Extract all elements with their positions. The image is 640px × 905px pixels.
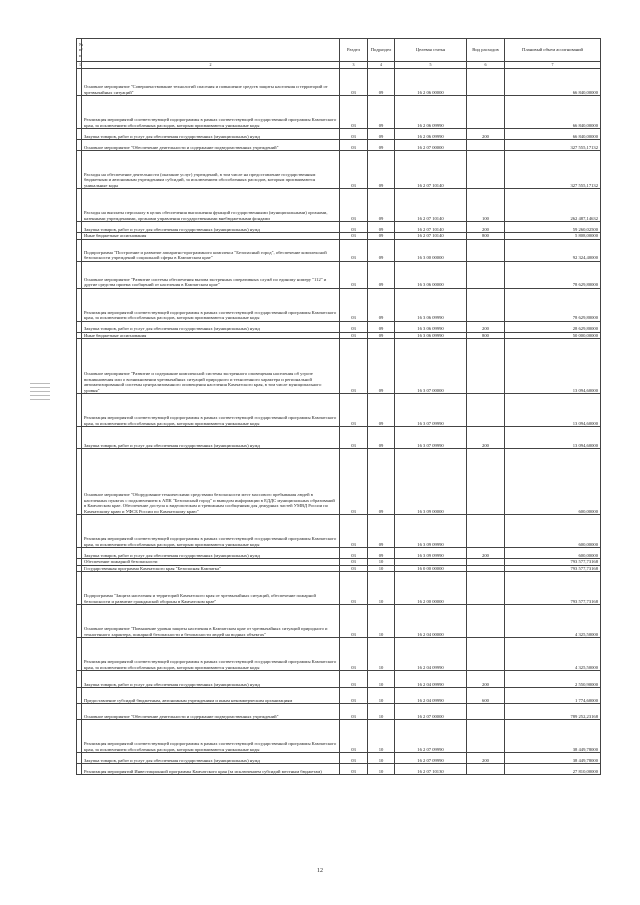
table-body	[77, 69, 601, 775]
col-header-subsection: Подраздел	[368, 39, 395, 62]
row-amount-cell: 66 840,00000	[505, 129, 601, 140]
row-expense-type-cell	[467, 69, 505, 96]
row-amount-cell: 262 487,14632	[505, 189, 601, 222]
budget-table	[76, 38, 601, 775]
row-expense-type-cell	[467, 151, 505, 189]
row-expense-type-cell	[467, 261, 505, 288]
row-target-article-cell: 16 2 07 09990	[395, 753, 467, 764]
row-section-cell: 03	[340, 605, 368, 638]
col-header-number: № п/п	[77, 39, 82, 62]
row-target-article-cell: 16 2 06 09990	[395, 96, 467, 129]
row-name-cell: Реализация мероприятий соответствующей подпрограммы в рамках соответствующей государственной программы Камчатского края, за исключением обособленных расходов, которым присваиваются уникальные коды	[82, 515, 340, 548]
row-name-cell: Основное мероприятие "Оборудование техническими средствами безопасности мест массового пребывания людей в населенных пунктах с подключением к АПК "Безопасный город" и выводом информации в ЕДДС муниципальных образований в Камчатском крае. Обеспечение доступа к видеопотокам и тревожным сообщениям для дежурных частей УМВД России по Камчатскому краю и УФСБ России по Камчатскому краю"	[82, 449, 340, 515]
row-target-article-cell: 16 3 09 00000	[395, 449, 467, 515]
row-name-cell: Реализация мероприятий соответствующей подпрограммы в рамках соответствующей государственной программы Камчатского края, за исключением обособленных расходов, которым присваиваются уникальные коды	[82, 720, 340, 753]
row-section-cell: 03	[340, 129, 368, 140]
row-name-cell: Основное мероприятие "Повышение уровня защиты населения в Камчатском крае от чрезвычайных ситуаций природного и техногенного характера, пожарной безопасности и безопасности людей на водных объектах"	[82, 605, 340, 638]
row-amount-cell: 66 840,00000	[505, 96, 601, 129]
row-subsection-cell: 10	[368, 605, 395, 638]
row-name-cell: Иные бюджетные ассигнования	[82, 233, 340, 240]
row-section-cell: 03	[340, 671, 368, 688]
row-section-cell: 03	[340, 427, 368, 449]
row-target-article-cell: 16 2 07 10140	[395, 151, 467, 189]
col-header-amount: Плановый объем ассигнований	[505, 39, 601, 62]
row-target-article-cell: 16 2 07 10130	[395, 764, 467, 775]
row-section-cell: 03	[340, 515, 368, 548]
row-subsection-cell: 09	[368, 548, 395, 559]
header-row	[77, 39, 601, 62]
row-target-article-cell: 16 2 07 10140	[395, 222, 467, 233]
row-section-cell: 03	[340, 449, 368, 515]
row-section-cell: 03	[340, 704, 368, 720]
table-row	[77, 449, 601, 515]
table-row	[77, 222, 601, 233]
row-amount-cell: 600,00000	[505, 515, 601, 548]
row-amount-cell: 4 325,50000	[505, 605, 601, 638]
row-section-cell: 03	[340, 233, 368, 240]
table-row	[77, 129, 601, 140]
row-expense-type-cell: 200	[467, 671, 505, 688]
row-target-article-cell: 16 2 06 09990	[395, 129, 467, 140]
row-name-cell: Иные бюджетные ассигнования	[82, 332, 340, 339]
row-amount-cell: 793 577,73168	[505, 559, 601, 566]
col-number: 7	[505, 62, 601, 69]
row-name-cell: Подпрограмма "Защита населения и территорий Камчатского края от чрезвычайных ситуаций, обеспечение пожарной безопасности и развитие гражданской обороны в Камчатском крае"	[82, 572, 340, 605]
row-name-cell: Основное мероприятие "Развитие системы обеспечения вызова экстренных оперативных служб по единому номеру "112" и другие средства приема сообщений от населения в Камчатском крае"	[82, 261, 340, 288]
row-amount-cell: 327 555,17132	[505, 151, 601, 189]
row-name-cell: Основное мероприятие "Совершенствование технологий спасения и повышение средств защиты населения и территорий от чрезвычайных ситуаций"	[82, 69, 340, 96]
row-subsection-cell: 09	[368, 233, 395, 240]
row-expense-type-cell	[467, 764, 505, 775]
row-subsection-cell: 09	[368, 449, 395, 515]
row-subsection-cell: 10	[368, 572, 395, 605]
row-subsection-cell: 09	[368, 332, 395, 339]
row-subsection-cell: 10	[368, 688, 395, 704]
row-name-cell: Реализация мероприятий соответствующей подпрограммы в рамках соответствующей государственной программы Камчатского края, за исключением обособленных расходов, которым присваиваются уникальные коды	[82, 96, 340, 129]
row-subsection-cell: 09	[368, 288, 395, 321]
table-row	[77, 572, 601, 605]
row-subsection-cell: 09	[368, 427, 395, 449]
row-subsection-cell: 09	[368, 129, 395, 140]
col-number: 6	[467, 62, 505, 69]
table-row	[77, 764, 601, 775]
column-number-row	[77, 62, 601, 69]
table-row	[77, 339, 601, 394]
row-expense-type-cell	[467, 704, 505, 720]
table-row	[77, 548, 601, 559]
row-target-article-cell: 16 0 00 00000	[395, 565, 467, 572]
row-target-article-cell: 16 3 07 00000	[395, 339, 467, 394]
row-section-cell: 03	[340, 189, 368, 222]
row-amount-cell: 1 774,60000	[505, 688, 601, 704]
row-expense-type-cell	[467, 638, 505, 671]
row-section-cell: 03	[340, 239, 368, 261]
row-name-cell: Реализация мероприятий соответствующей подпрограммы в рамках соответствующей государственной программы Камчатского края, за исключением обособленных расходов, которым присваиваются уникальные коды	[82, 394, 340, 427]
row-target-article-cell: 16 3 06 09990	[395, 288, 467, 321]
row-amount-cell: 38 449,78000	[505, 753, 601, 764]
table-row	[77, 288, 601, 321]
row-amount-cell: 27 810,00000	[505, 764, 601, 775]
row-expense-type-cell	[467, 515, 505, 548]
table-row	[77, 189, 601, 222]
row-amount-cell: 793 577,73168	[505, 565, 601, 572]
row-target-article-cell: 16 3 09 09990	[395, 548, 467, 559]
table-row	[77, 515, 601, 548]
row-section-cell: 03	[340, 96, 368, 129]
row-amount-cell: 66 840,00000	[505, 69, 601, 96]
row-amount-cell: 5 808,00000	[505, 233, 601, 240]
row-target-article-cell: 16 2 04 09990	[395, 688, 467, 704]
row-expense-type-cell: 200	[467, 222, 505, 233]
row-subsection-cell: 09	[368, 151, 395, 189]
row-amount-cell: 59 260,02500	[505, 222, 601, 233]
row-name-cell: Закупка товаров, работ и услуг для обеспечения государственных (муниципальных) нужд	[82, 427, 340, 449]
table-row	[77, 638, 601, 671]
table-row	[77, 261, 601, 288]
table-row	[77, 321, 601, 332]
row-expense-type-cell: 200	[467, 427, 505, 449]
row-name-cell: Подпрограмма "Построение и развитие аппаратно-программного комплекса "Безопасный город", обеспечение комплексной безопасности учреждений социальной сферы в Камчатском крае"	[82, 239, 340, 261]
row-expense-type-cell	[467, 339, 505, 394]
row-expense-type-cell	[467, 96, 505, 129]
row-name-cell: Расходы на выплаты персоналу в целях обеспечения выполнения функций государственными (муниципальными) органами, казенными учреждениями, органами управления государственными внебюджетными фондами	[82, 189, 340, 222]
row-expense-type-cell: 600	[467, 688, 505, 704]
row-amount-cell: 600,00000	[505, 548, 601, 559]
row-section-cell: 03	[340, 332, 368, 339]
table-row	[77, 69, 601, 96]
row-amount-cell: 78 629,80000	[505, 261, 601, 288]
row-target-article-cell: 16 2 07 00000	[395, 704, 467, 720]
table-row	[77, 239, 601, 261]
row-subsection-cell: 09	[368, 515, 395, 548]
col-header-name	[82, 39, 340, 62]
row-expense-type-cell: 200	[467, 548, 505, 559]
table-row	[77, 427, 601, 449]
table-row	[77, 96, 601, 129]
row-amount-cell: 2 550,90000	[505, 671, 601, 688]
row-amount-cell: 78 629,80000	[505, 288, 601, 321]
row-section-cell: 03	[340, 261, 368, 288]
row-expense-type-cell	[467, 239, 505, 261]
row-amount-cell: 92 324,40000	[505, 239, 601, 261]
row-section-cell: 03	[340, 688, 368, 704]
table-row	[77, 151, 601, 189]
col-number: 4	[368, 62, 395, 69]
row-section-cell: 03	[340, 394, 368, 427]
table-row	[77, 605, 601, 638]
row-subsection-cell: 10	[368, 764, 395, 775]
row-expense-type-cell: 200	[467, 753, 505, 764]
row-subsection-cell: 09	[368, 321, 395, 332]
row-target-article-cell: 16 2 00 00000	[395, 572, 467, 605]
row-expense-type-cell	[467, 605, 505, 638]
row-expense-type-cell: 800	[467, 332, 505, 339]
col-number: 2	[82, 62, 340, 69]
row-expense-type-cell	[467, 288, 505, 321]
row-target-article-cell: 16 3 06 09990	[395, 332, 467, 339]
row-expense-type-cell	[467, 720, 505, 753]
row-subsection-cell: 10	[368, 704, 395, 720]
row-section-cell: 03	[340, 151, 368, 189]
row-target-article-cell: 16 3 06 09990	[395, 321, 467, 332]
row-section-cell: 03	[340, 753, 368, 764]
row-amount-cell: 327 555,17132	[505, 140, 601, 151]
row-name-cell: Расходы на обеспечение деятельности (оказание услуг) учреждений, в том числе на предоставление государственным бюджетным и автономным учреждениям субсидий, за исключением обособленных расходов, которым присваиваются уникальные коды	[82, 151, 340, 189]
row-amount-cell: 793 577,73168	[505, 572, 601, 605]
row-subsection-cell: 09	[368, 140, 395, 151]
row-target-article-cell: 16 2 04 00000	[395, 605, 467, 638]
col-number: 1	[77, 62, 82, 69]
table-row	[77, 394, 601, 427]
row-name-cell: Основное мероприятие "Обеспечение деятельности и содержание подведомственных учреждений"	[82, 140, 340, 151]
row-name-cell: Реализация мероприятий Инвестиционной программы Камчатского края (за исключением субсидий местным бюджетам)	[82, 764, 340, 775]
row-target-article-cell: 16 2 07 10140	[395, 233, 467, 240]
row-section-cell: 03	[340, 222, 368, 233]
row-section-cell: 03	[340, 720, 368, 753]
row-subsection-cell: 09	[368, 261, 395, 288]
row-subsection-cell: 10	[368, 720, 395, 753]
col-number: 3	[340, 62, 368, 69]
row-section-cell: 03	[340, 638, 368, 671]
row-amount-cell: 13 094,60000	[505, 394, 601, 427]
row-section-cell: 03	[340, 548, 368, 559]
row-name-cell: Закупка товаров, работ и услуг для обеспечения государственных (муниципальных) нужд	[82, 129, 340, 140]
row-target-article-cell: 16 3 09 09990	[395, 515, 467, 548]
row-subsection-cell: 10	[368, 565, 395, 572]
row-target-article-cell: 16 2 06 00000	[395, 69, 467, 96]
row-subsection-cell: 09	[368, 394, 395, 427]
row-name-cell: Закупка товаров, работ и услуг для обеспечения государственных (муниципальных) нужд	[82, 222, 340, 233]
row-target-article-cell: 16 2 07 00000	[395, 140, 467, 151]
row-subsection-cell: 09	[368, 96, 395, 129]
row-amount-cell: 13 094,60000	[505, 339, 601, 394]
col-header-section: Раздел	[340, 39, 368, 62]
row-expense-type-cell	[467, 140, 505, 151]
row-expense-type-cell	[467, 449, 505, 515]
row-subsection-cell: 09	[368, 189, 395, 222]
row-name-cell: Реализация мероприятий соответствующей подпрограммы в рамках соответствующей государственной программы Камчатского края, за исключением обособленных расходов, которым присваиваются уникальные коды	[82, 288, 340, 321]
row-section-cell: 03	[340, 764, 368, 775]
table-row	[77, 671, 601, 688]
row-amount-cell: 600,00000	[505, 449, 601, 515]
row-target-article-cell: 16 3 06 00000	[395, 261, 467, 288]
row-section-cell: 03	[340, 321, 368, 332]
row-subsection-cell: 10	[368, 753, 395, 764]
row-name-cell: Основное мероприятие "Развитие и содержание комплексной системы экстренного оповещения населения об угрозе возникновения или о возникновении чрезвычайных ситуаций природного и техногенного характера и региональной автоматизированной системы централизованного оповещения населения Камчатского края, в том числе муниципального уровня"	[82, 339, 340, 394]
row-target-article-cell: 16 3 07 09990	[395, 394, 467, 427]
row-expense-type-cell: 200	[467, 321, 505, 332]
col-number: 5	[395, 62, 467, 69]
row-expense-type-cell: 800	[467, 233, 505, 240]
row-target-article-cell: 16 3 00 00000	[395, 239, 467, 261]
margin-marks	[30, 380, 50, 420]
page-number: 12	[317, 868, 323, 874]
row-name-cell: Закупка товаров, работ и услуг для обеспечения государственных (муниципальных) нужд	[82, 548, 340, 559]
row-target-article-cell: 16 2 07 09990	[395, 720, 467, 753]
row-amount-cell: 13 094,60000	[505, 427, 601, 449]
row-expense-type-cell	[467, 394, 505, 427]
row-name-cell: Основное мероприятие "Обеспечение деятельности и содержание подведомственных учреждений"	[82, 704, 340, 720]
row-target-article-cell: 16 2 04 09990	[395, 638, 467, 671]
row-name-cell: Реализация мероприятий соответствующей подпрограммы в рамках соответствующей государственной программы Камчатского края, за исключением обособленных расходов, которым присваиваются уникальные коды	[82, 638, 340, 671]
row-amount-cell: 50 000,00000	[505, 332, 601, 339]
row-subsection-cell: 09	[368, 69, 395, 96]
row-target-article-cell: 16 2 07 10140	[395, 189, 467, 222]
row-expense-type-cell: 100	[467, 189, 505, 222]
row-amount-cell: 789 252,23168	[505, 704, 601, 720]
row-target-article-cell: 16 2 04 09990	[395, 671, 467, 688]
row-amount-cell: 38 449,78000	[505, 720, 601, 753]
table-row	[77, 140, 601, 151]
row-name-cell: Закупка товаров, работ и услуг для обеспечения государственных (муниципальных) нужд	[82, 321, 340, 332]
col-header-target-article: Целевая статья	[395, 39, 467, 62]
row-section-cell: 03	[340, 288, 368, 321]
row-name-cell: Закупка товаров, работ и услуг для обеспечения государственных (муниципальных) нужд	[82, 753, 340, 764]
row-section-cell: 03	[340, 565, 368, 572]
row-subsection-cell: 09	[368, 222, 395, 233]
row-subsection-cell: 10	[368, 671, 395, 688]
row-target-article-cell: 16 3 07 09990	[395, 427, 467, 449]
row-section-cell: 03	[340, 339, 368, 394]
col-header-expense-type: Вид расходов	[467, 39, 505, 62]
row-expense-type-cell	[467, 572, 505, 605]
row-name-cell: Обеспечение пожарной безопасности	[82, 559, 340, 566]
row-subsection-cell: 10	[368, 638, 395, 671]
table-row	[77, 688, 601, 704]
row-name-cell: Предоставление субсидий бюджетным, автономным учреждениям и иным некоммерческим организациям	[82, 688, 340, 704]
row-amount-cell: 4 325,50000	[505, 638, 601, 671]
table-row	[77, 753, 601, 764]
row-subsection-cell: 09	[368, 239, 395, 261]
row-section-cell: 03	[340, 572, 368, 605]
row-section-cell: 03	[340, 69, 368, 96]
row-subsection-cell: 10	[368, 559, 395, 566]
row-subsection-cell: 09	[368, 339, 395, 394]
row-amount-cell: 28 629,80000	[505, 321, 601, 332]
table-row	[77, 720, 601, 753]
row-expense-type-cell: 200	[467, 129, 505, 140]
row-name-cell: Государственная программа Камчатского края "Безопасная Камчатка"	[82, 565, 340, 572]
row-section-cell: 03	[340, 559, 368, 566]
row-section-cell: 03	[340, 140, 368, 151]
table-row	[77, 704, 601, 720]
row-name-cell: Закупка товаров, работ и услуг для обеспечения государственных (муниципальных) нужд	[82, 671, 340, 688]
